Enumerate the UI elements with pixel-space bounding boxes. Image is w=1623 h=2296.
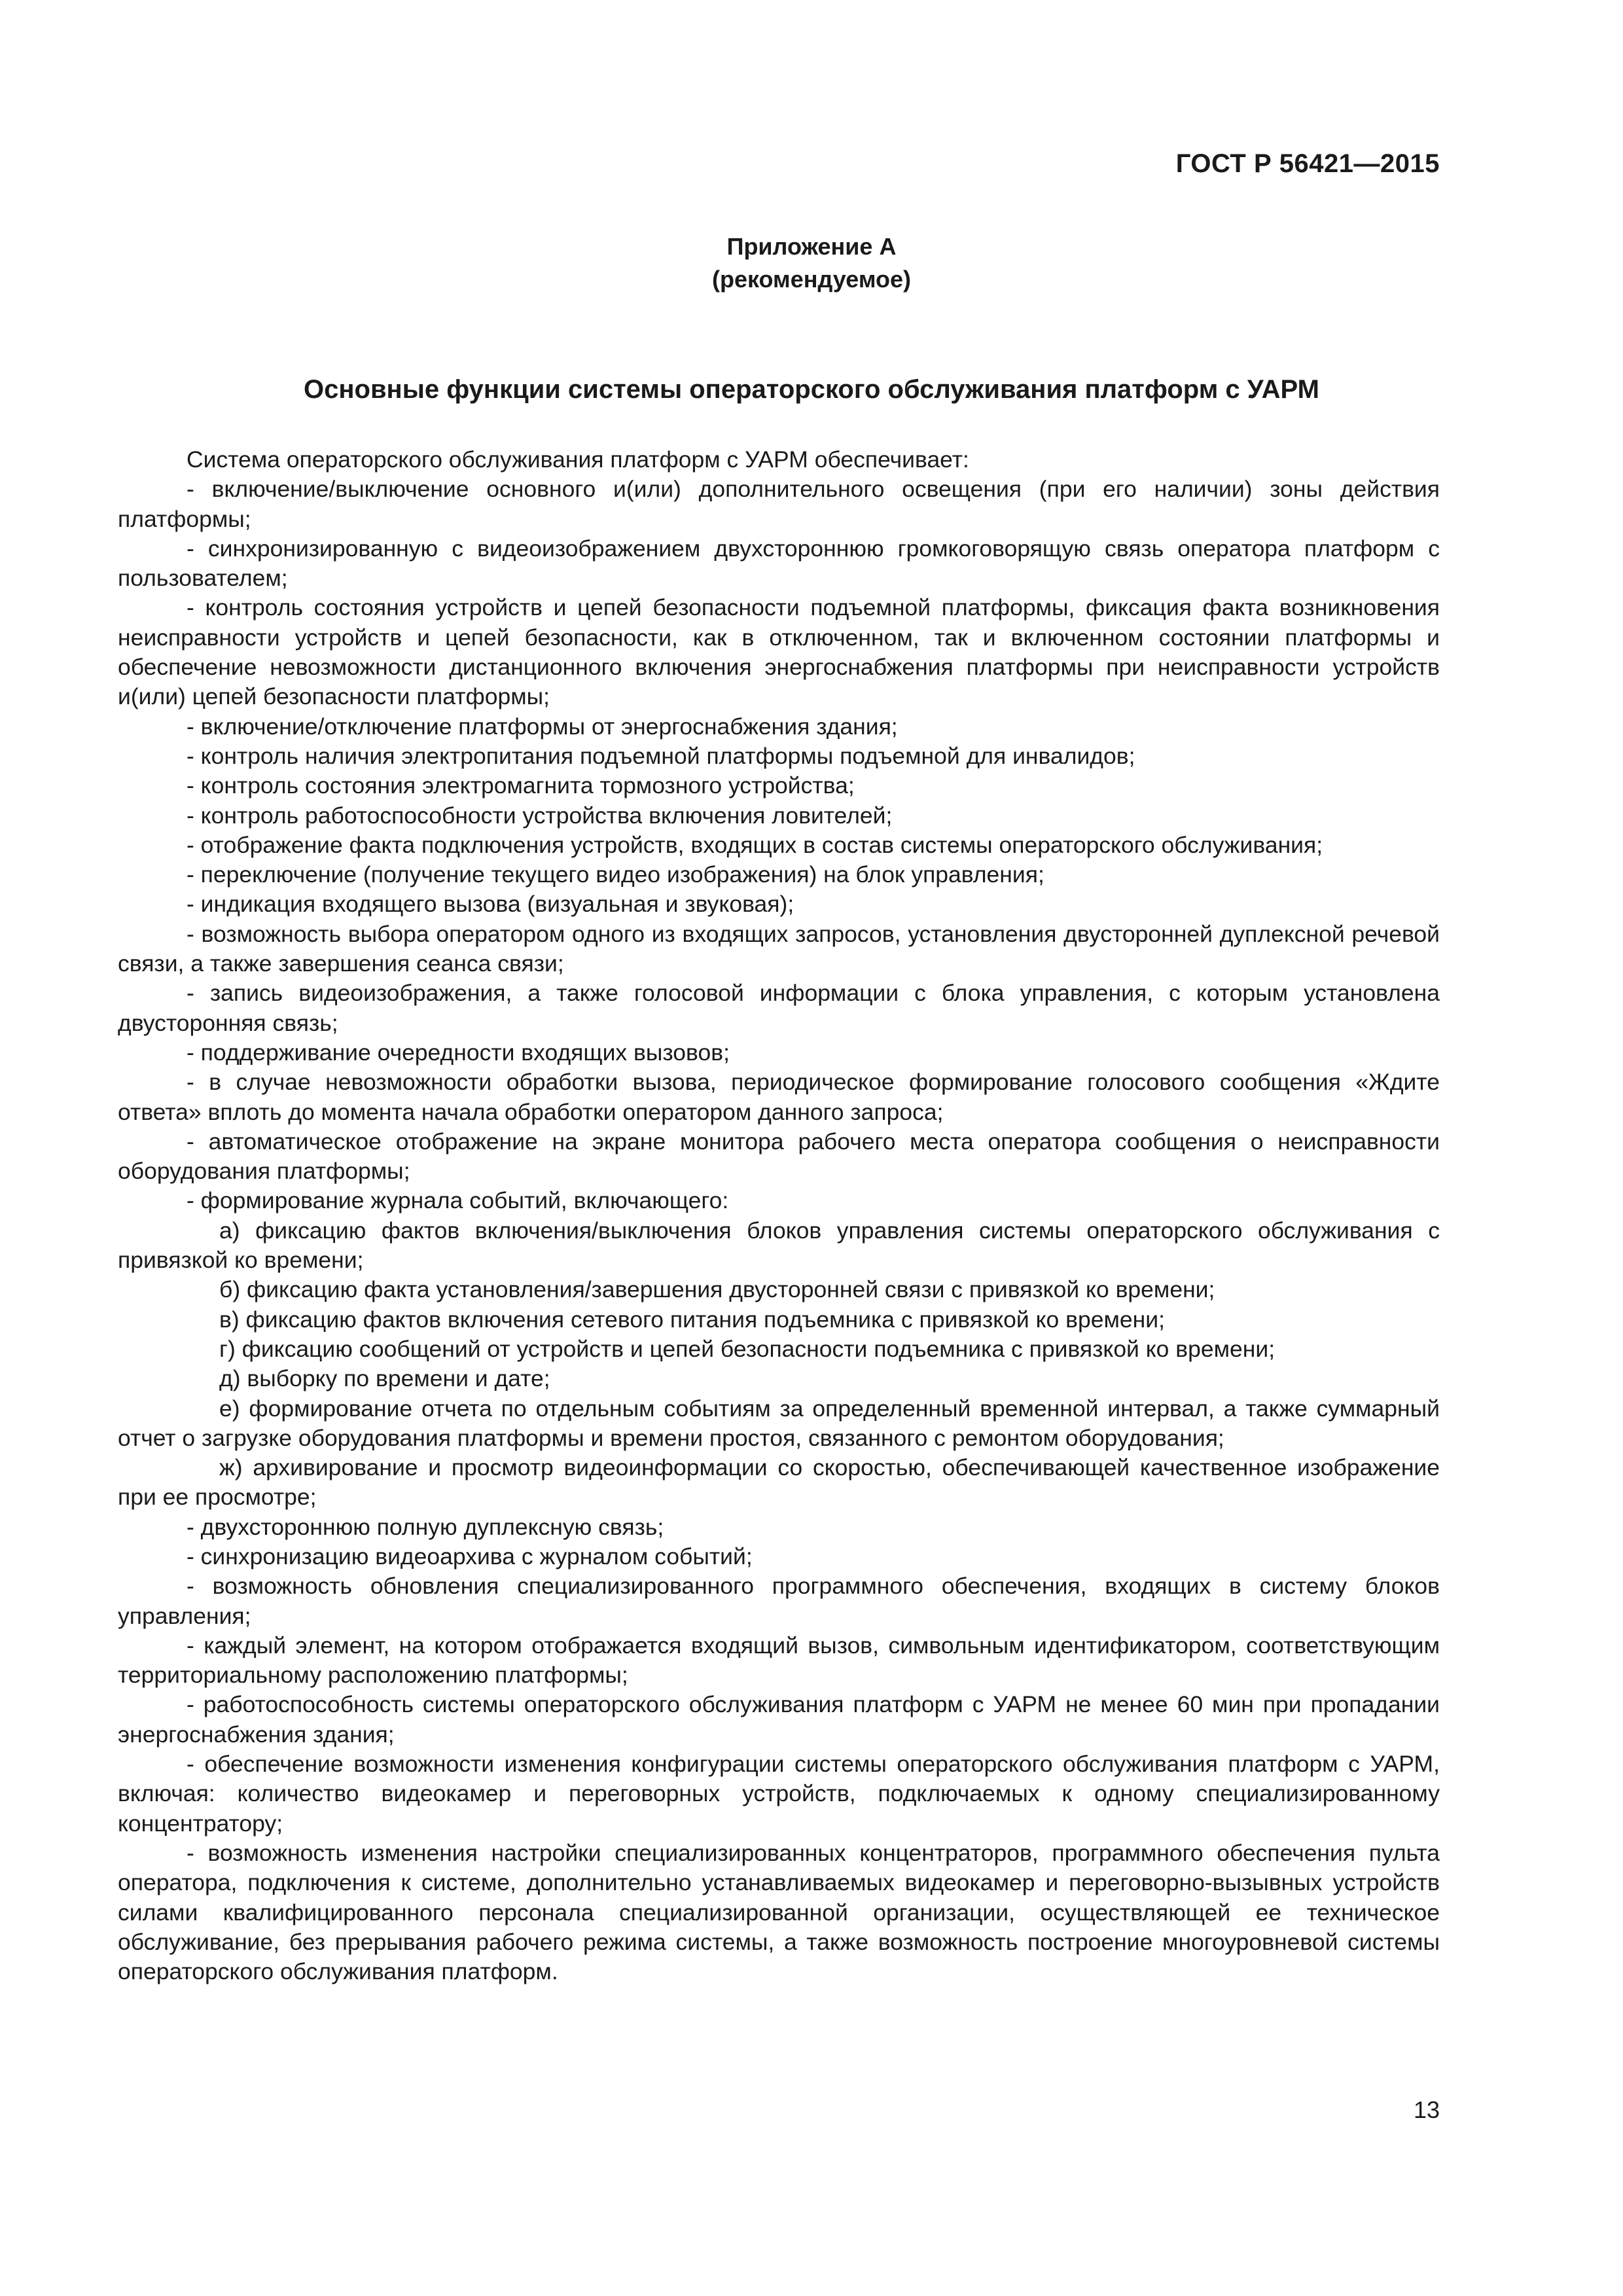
- section-title: Основные функции системы операторского обслуживания платформ с УАРМ: [303, 375, 1319, 404]
- list-item: - запись видеоизображения, а также голосовой информации с блока управления, с которым установлена двусторонняя связь;: [118, 980, 1440, 1036]
- list-subitem: д) выборку по времени и дате;: [219, 1365, 550, 1392]
- list-item: - возможность изменения настройки специализированных концентраторов, программного обеспечения пульта оператора, подключения к системе, дополнительно устанавливаемых видеокамер и переговорно-вызывных устройств силами квалифицированного персонала специализированной организации, осуществляющей ее техническое обслуживание, без прерывания рабочего режима системы, а также возможность построение многоуровневой системы операторского обслуживания платформ.: [118, 1839, 1440, 1985]
- list-item: - отображение факта подключения устройств, входящих в состав системы операторского обслуживания;: [187, 831, 1323, 858]
- list-subitem: ж) архивирование и просмотр видеоинформации со скоростью, обеспечивающей качественное изображение при ее просмотре;: [118, 1454, 1440, 1511]
- list-item: - двухстороннюю полную дуплексную связь;: [187, 1513, 664, 1540]
- list-item: - синхронизированную с видеоизображением двухстороннюю громкоговорящую связь оператора платформ с пользователем;: [118, 535, 1440, 592]
- list-item: - формирование журнала событий, включающего:: [187, 1187, 729, 1214]
- list-item: - обеспечение возможности изменения конфигурации системы операторского обслуживания платформ с УАРМ, включая: количество видеокамер и переговорных устройств, подключаемых к одному специализированному концентратору;: [118, 1751, 1440, 1837]
- list-item: - работоспособность системы операторского обслуживания платформ с УАРМ не менее 60 мин при пропадании энергоснабжения здания;: [118, 1691, 1440, 1748]
- list-item: - возможность выбора оператором одного из входящих запросов, установления двусторонней дуплексной речевой связи, а также завершения сеанса связи;: [118, 920, 1440, 977]
- document-code: ГОСТ Р 56421—2015: [1175, 149, 1440, 178]
- list-item: - контроль наличия электропитания подъемной платформы подъемной для инвалидов;: [187, 742, 1135, 769]
- list-subitem: б) фиксацию факта установления/завершения двусторонней связи с привязкой ко времени;: [219, 1276, 1215, 1303]
- page-number: 13: [1413, 2096, 1440, 2123]
- list-subitem: в) фиксацию фактов включения сетевого питания подъемника с привязкой ко времени;: [219, 1306, 1165, 1333]
- appendix-heading: [0, 230, 1623, 296]
- intro-paragraph: Система операторского обслуживания платформ с УАРМ обеспечивает:: [187, 446, 969, 473]
- list-item: - индикация входящего вызова (визуальная и звуковая);: [187, 891, 794, 918]
- document-body: [118, 445, 1440, 1986]
- list-item: - включение/выключение основного и(или) дополнительного освещения (при его наличии) зоны действия платформы;: [118, 476, 1440, 532]
- list-item: - поддерживание очередности входящих вызовов;: [187, 1039, 730, 1066]
- list-item: - контроль состояния электромагнита тормозного устройства;: [187, 772, 855, 799]
- list-item: - автоматическое отображение на экране монитора рабочего места оператора сообщения о неисправности оборудования платформы;: [118, 1128, 1440, 1185]
- list-subitem: г) фиксацию сообщений от устройств и цепей безопасности подъемника с привязкой ко времени;: [219, 1335, 1275, 1362]
- list-item: - в случае невозможности обработки вызова, периодическое формирование голосового сообщения «Ждите ответа» вплоть до момента начала обработки оператором данного запроса;: [118, 1069, 1440, 1125]
- list-item: - каждый элемент, на котором отображается входящий вызов, символьным идентификатором, соответствующим территориальному расположению платформы;: [118, 1632, 1440, 1689]
- list-item: - возможность обновления специализированного программного обеспечения, входящих в систему блоков управления;: [118, 1573, 1440, 1629]
- list-item: - контроль работоспособности устройства включения ловителей;: [187, 802, 893, 829]
- list-subitem: е) формирование отчета по отдельным событиям за определенный временной интервал, а также суммарный отчет о загрузке оборудования платформы и времени простоя, связанного с ремонтом оборудования;: [118, 1395, 1440, 1451]
- appendix-kind: (рекомендуемое): [712, 266, 911, 293]
- list-item: - синхронизацию видеоархива с журналом событий;: [187, 1543, 753, 1570]
- list-item: - включение/отключение платформы от энергоснабжения здания;: [187, 713, 898, 740]
- list-item: - переключение (получение текущего видео изображения) на блок управления;: [187, 861, 1044, 888]
- appendix-label: Приложение А: [726, 233, 897, 260]
- list-item: - контроль состояния устройств и цепей безопасности подъемной платформы, фиксация факта возникновения неисправности устройств и цепей безопасности, как в отключенном, так и включенном состоянии платформы и обеспечение невозможности дистанционного включения энергоснабжения платформы при неисправности устройств и(или) цепей безопасности платформы;: [118, 594, 1440, 710]
- list-subitem: а) фиксацию фактов включения/выключения блоков управления системы операторского обслуживания с привязкой ко времени;: [118, 1217, 1440, 1274]
